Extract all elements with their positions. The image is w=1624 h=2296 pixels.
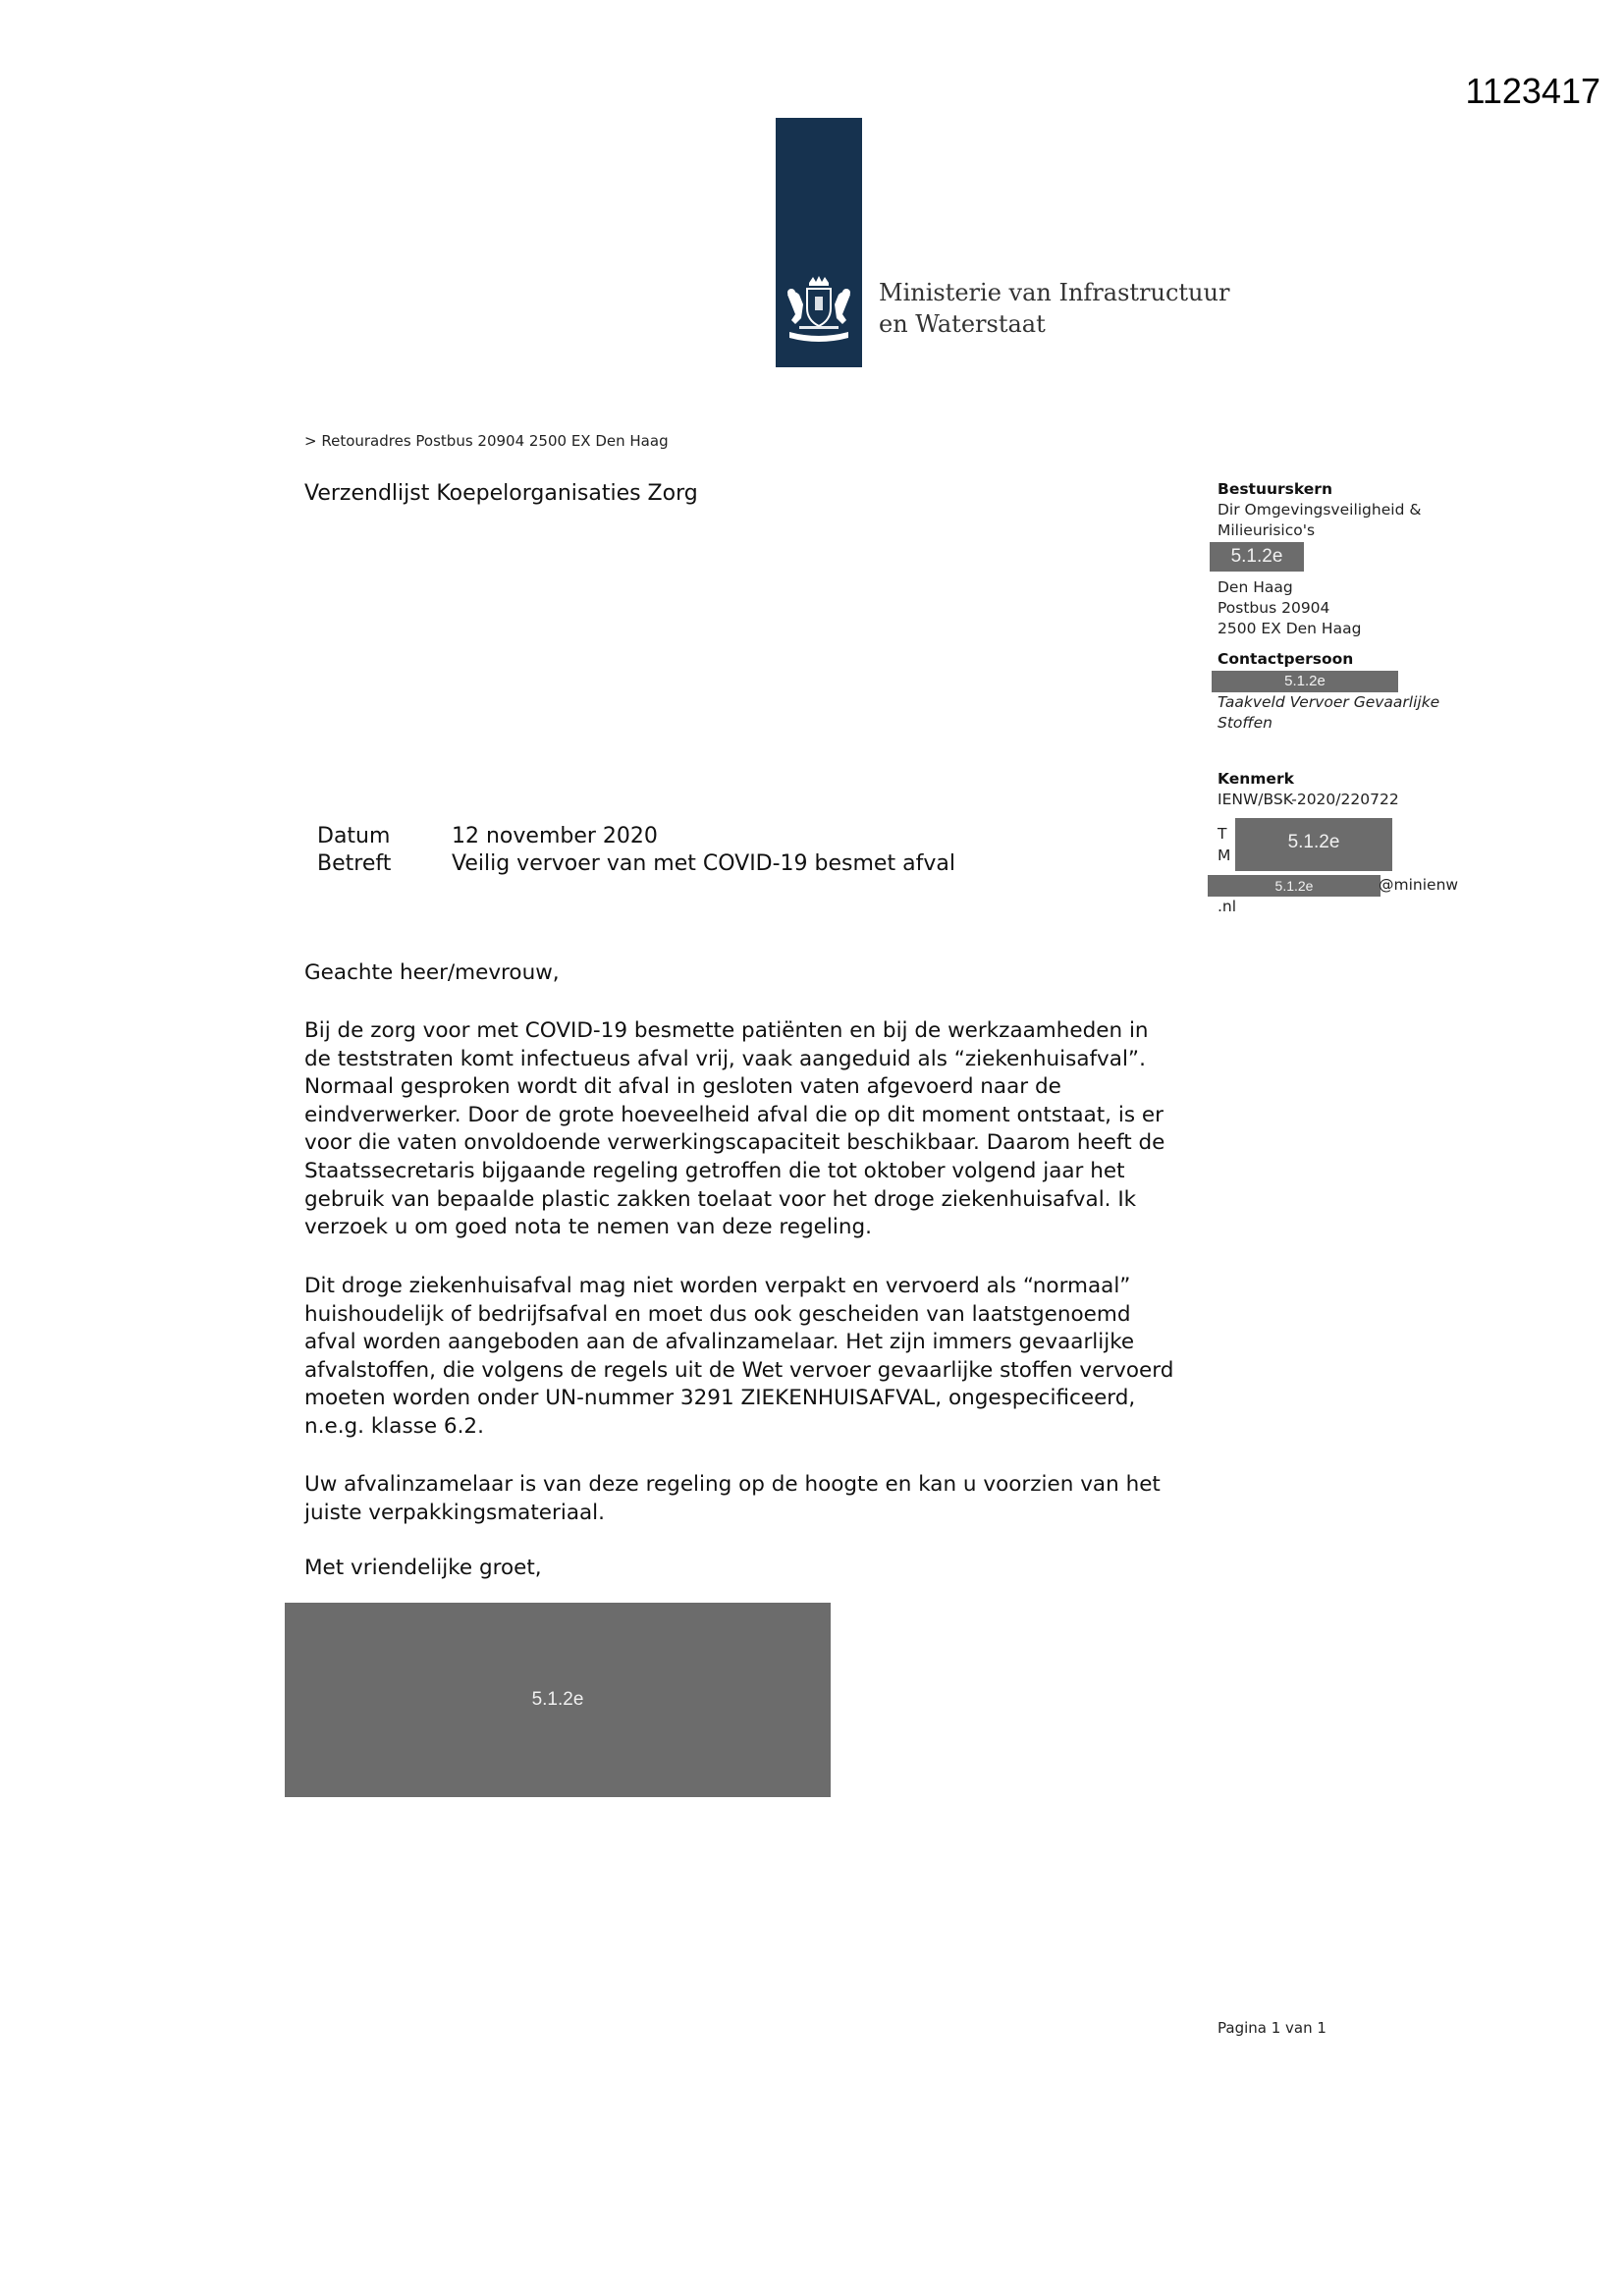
mobile-label: M bbox=[1218, 847, 1231, 864]
contact-dept-line2: Stoffen bbox=[1218, 714, 1272, 732]
org-line2: Milieurisico's bbox=[1218, 521, 1316, 539]
logo-bar bbox=[776, 118, 862, 367]
letter-meta bbox=[317, 823, 955, 878]
redaction-block: 5.1.2e bbox=[1210, 542, 1304, 572]
redaction-block: 5.1.2e bbox=[1212, 671, 1398, 692]
ministry-name bbox=[879, 277, 1229, 340]
contact-heading: Contactpersoon bbox=[1218, 650, 1354, 668]
date-value: 12 november 2020 bbox=[452, 824, 658, 848]
contact-dept-line1: Taakveld Vervoer Gevaarlijke bbox=[1218, 693, 1440, 711]
ministry-name-line2: en Waterstaat bbox=[879, 310, 1046, 338]
ministry-name-line1: Ministerie van Infrastructuur bbox=[879, 279, 1230, 306]
email-suffix: @minienw bbox=[1379, 876, 1459, 894]
signature-redaction bbox=[285, 1603, 831, 1797]
sender-postbus: Postbus 20904 bbox=[1218, 599, 1330, 617]
org-line1: Dir Omgevingsveiligheid & bbox=[1218, 501, 1422, 519]
signature-redaction-code: 5.1.2e bbox=[531, 1689, 584, 1710]
addressee: Verzendlijst Koepelorganisaties Zorg bbox=[304, 481, 698, 506]
sender-postcode: 2500 EX Den Haag bbox=[1218, 620, 1362, 637]
subject-label: Betreft bbox=[317, 851, 392, 876]
sender-city: Den Haag bbox=[1218, 578, 1293, 596]
org-heading: Bestuurskern bbox=[1218, 480, 1332, 498]
phone-label: T bbox=[1218, 825, 1227, 843]
return-address: > Retouradres Postbus 20904 2500 EX Den Haag bbox=[304, 432, 669, 450]
subject-value: Veilig vervoer van met COVID-19 besmet afval bbox=[452, 851, 955, 876]
email-tld: .nl bbox=[1218, 898, 1237, 915]
phone-block bbox=[1218, 818, 1473, 873]
subject-row bbox=[317, 850, 955, 878]
document-number: 1123417 bbox=[1465, 71, 1600, 111]
page-number: Pagina 1 van 1 bbox=[1218, 2019, 1326, 2037]
date-row bbox=[317, 823, 955, 850]
kenmerk-heading: Kenmerk bbox=[1218, 770, 1294, 788]
redaction-block: 5.1.2e bbox=[1235, 818, 1392, 871]
paragraph-3: Uw afvalinzamelaar is van deze regeling op de hoogte en kan u voorzien van het juiste verpakkingsmateriaal. bbox=[304, 1472, 1161, 1525]
sender-sidebar bbox=[1218, 479, 1473, 917]
closing: Met vriendelijke groet, bbox=[304, 1556, 542, 1580]
date-label: Datum bbox=[317, 824, 391, 848]
paragraph-1: Bij de zorg voor met COVID-19 besmette patiënten en bij de werkzaamheden in de teststraten komt infectueus afval vrij, vaak aangeduid als “ziekenhuisafval”. Normaal gesproken wordt dit afval in gesloten vaten afgevoerd naar de eindverwerker. Door de grote hoeveelheid afval die op dit moment ontstaat, is er voor die vaten onvoldoende verwerkingscapaciteit beschikbaar. Daarom heeft de Staatssecretaris bijgaande regeling getroffen die tot oktober volgend jaar het gebruik van bepaalde plastic zakken toelaat voor het droge ziekenhuisafval. Ik verzoek u om goed nota te nemen van deze regeling. bbox=[304, 1018, 1165, 1240]
redaction-block: 5.1.2e bbox=[1208, 875, 1380, 897]
email-block bbox=[1218, 875, 1473, 897]
kenmerk-value: IENW/BSK-2020/220722 bbox=[1218, 791, 1399, 808]
royal-coat-of-arms-icon bbox=[780, 275, 858, 354]
paragraph-2: Dit droge ziekenhuisafval mag niet worden verpakt en vervoerd als “normaal” huishoudelijk of bedrijfsafval en moet dus ook gescheiden van laatstgenoemd afval worden aangeboden aan de afvalinzamelaar. Het zijn immers gevaarlijke afvalstoffen, die volgens de regels uit de Wet vervoer gevaarlijke stoffen vervoerd moeten worden onder UN-nummer 3291 ZIEKENHUISAFVAL, ongespecificeerd, n.e.g. klasse 6.2. bbox=[304, 1274, 1174, 1439]
salutation: Geachte heer/mevrouw, bbox=[304, 960, 560, 985]
